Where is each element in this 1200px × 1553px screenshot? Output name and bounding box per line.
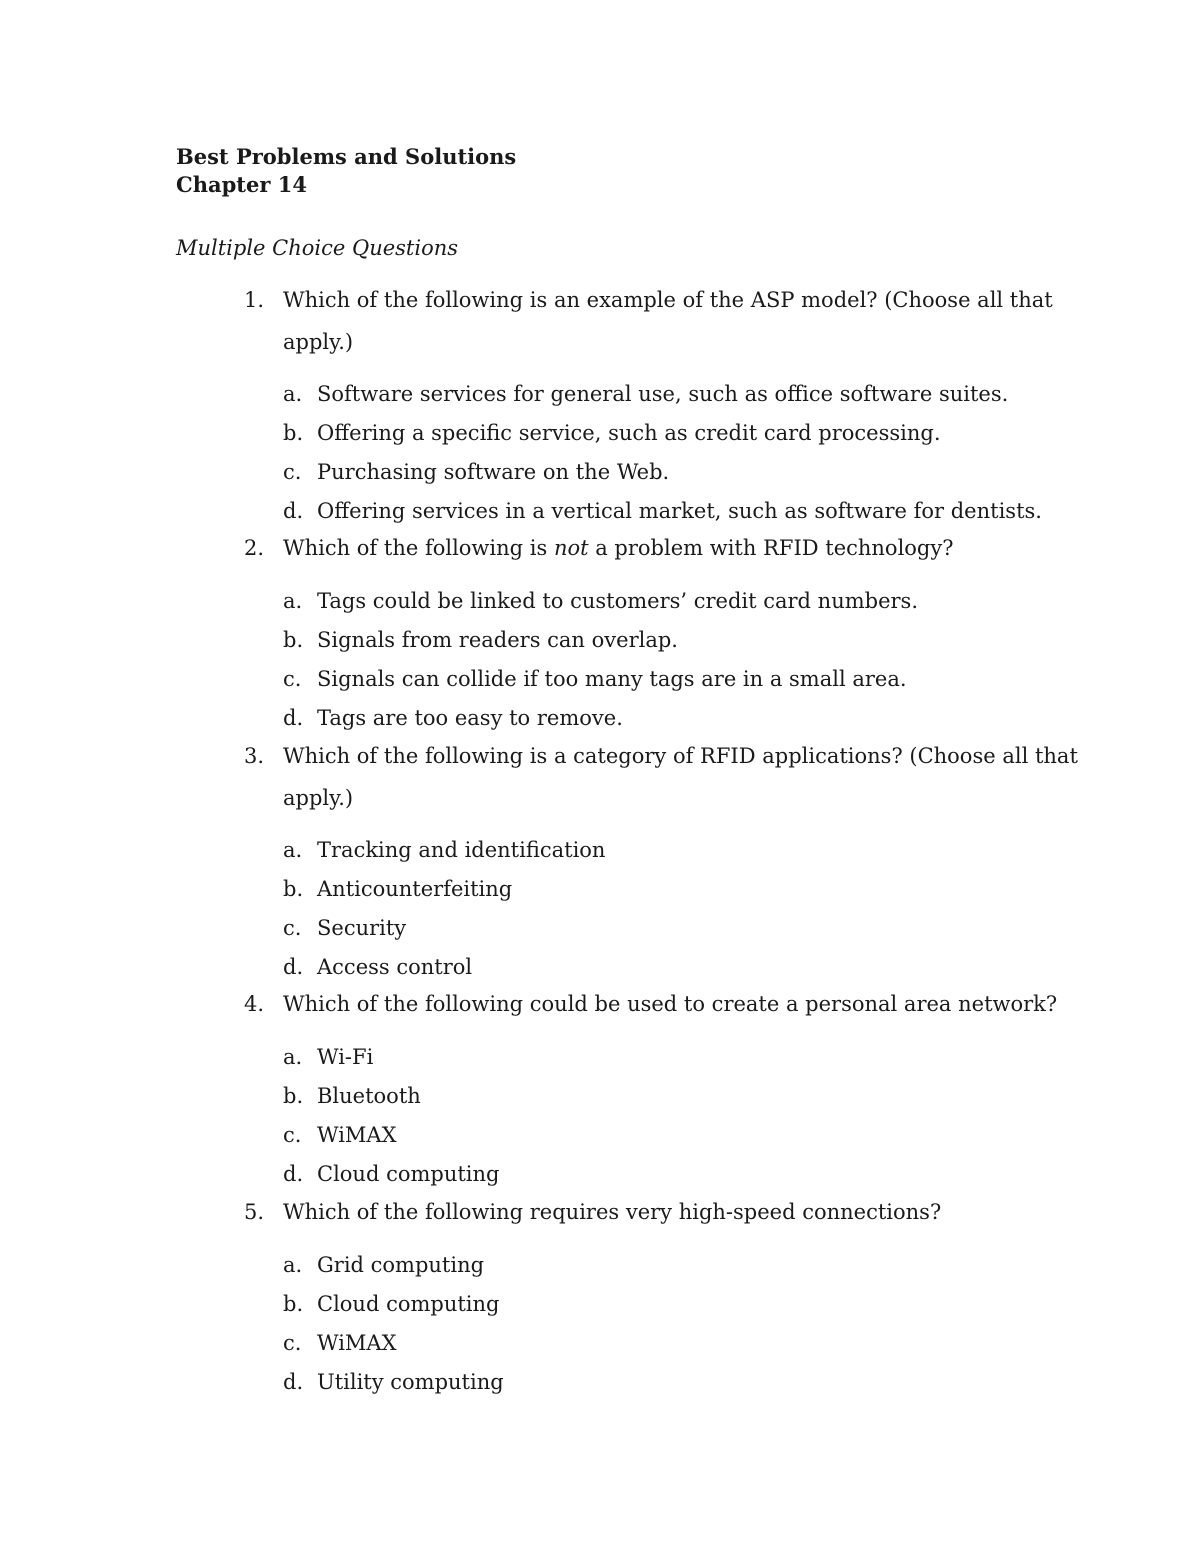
option-letter: d.: [283, 955, 304, 979]
option-letter: a.: [283, 1253, 303, 1277]
question-text: Which of the following is a category of RFID applications? (Choose all that: [283, 744, 1078, 768]
question-text: apply.): [283, 330, 354, 354]
question-number: 2.: [244, 536, 265, 560]
question-text-part: a problem with RFID technology?: [588, 536, 954, 560]
question-number: 1.: [244, 288, 265, 312]
document-title: Best Problems and Solutions: [176, 144, 517, 169]
option-letter: b.: [283, 421, 304, 445]
option-letter: a.: [283, 589, 303, 613]
question-number: 5.: [244, 1200, 265, 1224]
option-letter: c.: [283, 916, 302, 940]
question-text: apply.): [283, 786, 354, 810]
question-text: Which of the following requires very high-speed connections?: [283, 1200, 942, 1224]
option-letter: c.: [283, 460, 302, 484]
question-emphasis: not: [553, 536, 589, 560]
chapter-heading: Chapter 14: [176, 172, 307, 197]
option-letter: c.: [283, 667, 302, 691]
option-text: Offering services in a vertical market, such as software for dentists.: [317, 499, 1042, 523]
question-number: 4.: [244, 992, 265, 1016]
question-text-part: Which of the following is: [283, 536, 554, 560]
option-text: Cloud computing: [317, 1292, 500, 1316]
option-text: Offering a specific service, such as credit card processing.: [317, 421, 941, 445]
option-letter: a.: [283, 382, 303, 406]
option-text: Signals from readers can overlap.: [317, 628, 678, 652]
option-letter: c.: [283, 1331, 302, 1355]
option-text: Access control: [317, 955, 473, 979]
option-letter: b.: [283, 628, 304, 652]
option-text: Software services for general use, such as office software suites.: [317, 382, 1009, 406]
option-text: Grid computing: [317, 1253, 485, 1277]
option-text: Security: [317, 916, 407, 940]
option-letter: d.: [283, 1370, 304, 1394]
option-letter: b.: [283, 1084, 304, 1108]
option-text: Purchasing software on the Web.: [317, 460, 670, 484]
question-text: Which of the following could be used to create a personal area network?: [283, 992, 1058, 1016]
option-text: WiMAX: [317, 1123, 397, 1147]
question-text: [283, 527, 954, 569]
question-text: Which of the following is an example of the ASP model? (Choose all that: [283, 288, 1053, 312]
option-text: Anticounterfeiting: [317, 877, 513, 901]
option-letter: b.: [283, 877, 304, 901]
option-text: Wi-Fi: [317, 1045, 374, 1069]
option-letter: d.: [283, 706, 304, 730]
question-number: 3.: [244, 744, 265, 768]
option-letter: b.: [283, 1292, 304, 1316]
option-text: Tags could be linked to customers’ credit card numbers.: [317, 589, 919, 613]
option-text: Utility computing: [317, 1370, 504, 1394]
option-text: Cloud computing: [317, 1162, 500, 1186]
option-text: Signals can collide if too many tags are in a small area.: [317, 667, 907, 691]
option-letter: d.: [283, 499, 304, 523]
option-text: Tracking and identification: [317, 838, 606, 862]
option-letter: a.: [283, 838, 303, 862]
option-letter: c.: [283, 1123, 302, 1147]
section-heading: Multiple Choice Questions: [176, 236, 459, 260]
option-letter: a.: [283, 1045, 303, 1069]
option-text: WiMAX: [317, 1331, 397, 1355]
option-letter: d.: [283, 1162, 304, 1186]
option-text: Bluetooth: [317, 1084, 421, 1108]
option-text: Tags are too easy to remove.: [317, 706, 623, 730]
